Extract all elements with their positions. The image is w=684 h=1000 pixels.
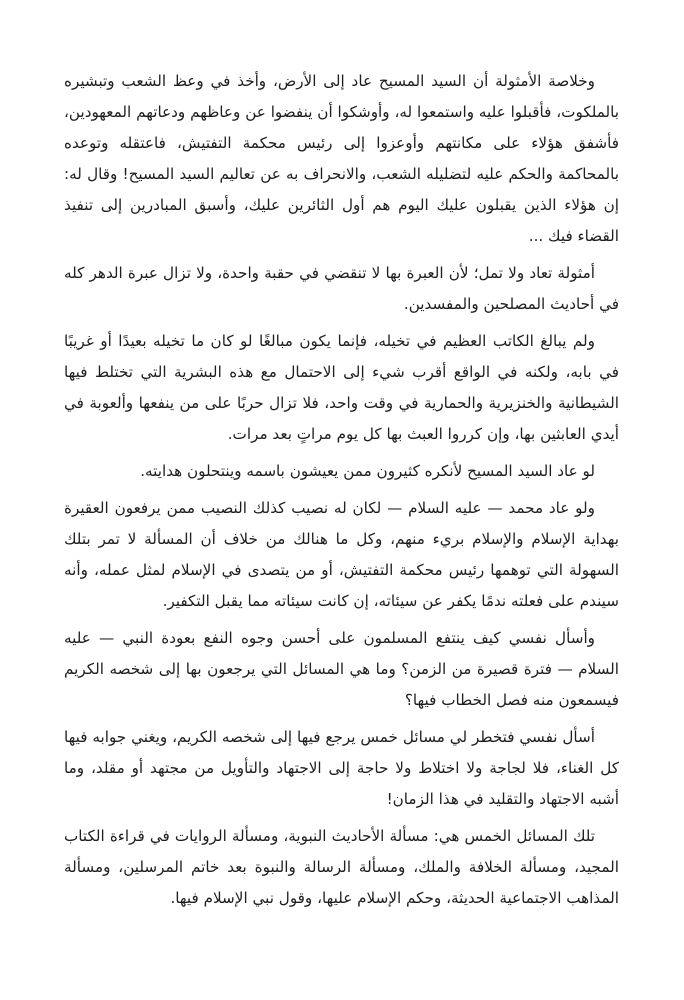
paragraph-question: وأسأل نفسي كيف ينتفع المسلمون على أحسن وجوه النفع بعودة النبي — عليه السلام — فترة قصيرة من الزمن؟ وما هي المسائل التي يرجعون بها إلى شخصه الكريم فيسمعون منه فصل الخطاب فيها؟ bbox=[64, 629, 619, 709]
paragraph-messiah: لو عاد السيد المسيح لأنكره كثيرون ممن يعيشون باسمه وينتحلون هدايته. bbox=[140, 462, 595, 480]
paragraph-summary: وخلاصة الأمثولة أن السيد المسيح عاد إلى الأرض، وأخذ في وعظ الشعب وتبشيره بالملكوت، فأقبلوا عليه واستمعوا له، وأوشكوا أن ينفضوا عن وعاظهم ودعاتهم المعهودين، فأشفق هؤلاء على مكانتهم وأوعزوا إلى رئيس محكمة التفتيش، فاعتقله وتوعده بالمحاكمة والحكم عليه لتضليله الشعب، والانحراف به عن تعاليم السيد المسيح! وقال له: إن هؤلاء الذين يقبلون عليك اليوم هم أول الثائرين عليك، وأسبق المبادرين إلى تنفيذ القضاء فيك ... bbox=[64, 72, 619, 245]
paragraph-muhammad: ولو عاد محمد — عليه السلام — لكان له نصيب كذلك النصيب ممن يرفعون العقيرة بهداية الإسلام والإسلام بريء منهم، وكل ما هنالك من خلاف أن المسألة لا تمر بتلك السهولة التي توهمها رئيس محكمة التفتيش، أو من يتصدى في الإسلام لمثل عمله، وأنه سيندم على فعلته ندمًا يكفر عن سيئاته، إن كانت سيئاته مما يقبل التكفير. bbox=[64, 499, 619, 610]
paragraph-writer: ولم يبالغ الكاتب العظيم في تخيله، فإنما يكون مبالغًا لو كان ما تخيله بعيدًا أو غريبًا في بابه، ولكنه في الواقع أقرب شيء إلى الاحتمال مع هذه البشرية التي تختلط فيها الشيطانية والخنزيرية والحمارية في وقت واحد، فلا تزال حربًا على من ينفعها وألعوبة في أيدي العابثين بها، وإن كرروا العبث بها كل يوم مراتٍ بعد مرات. bbox=[64, 332, 619, 443]
document-page bbox=[64, 66, 619, 920]
paragraph-lesson: أمثولة تعاد ولا تمل؛ لأن العبرة بها لا تنقضي في حقبة واحدة، ولا تزال عبرة الدهر كله في أحاديث المصلحين والمفسدين. bbox=[64, 264, 619, 313]
paragraph-five-issues: أسأل نفسي فتخطر لي مسائل خمس يرجع فيها إلى شخصه الكريم، ويغني جوابه فيها كل الغناء، فلا لجاجة ولا اختلاط ولا حاجة إلى الاجتهاد والتأويل من مجتهد أو مقلد، وما أشبه الاجتهاد والتقليد في هذا الزمان! bbox=[64, 728, 619, 808]
paragraph-issues-list: تلك المسائل الخمس هي: مسألة الأحاديث النبوية، ومسألة الروايات في قراءة الكتاب المجيد، ومسألة الخلافة والملك، ومسألة الرسالة والنبوة بعد خاتم المرسلين، ومسألة المذاهب الاجتماعية الحديثة، وحكم الإسلام عليها، وقول نبي الإسلام فيها. bbox=[64, 827, 619, 907]
